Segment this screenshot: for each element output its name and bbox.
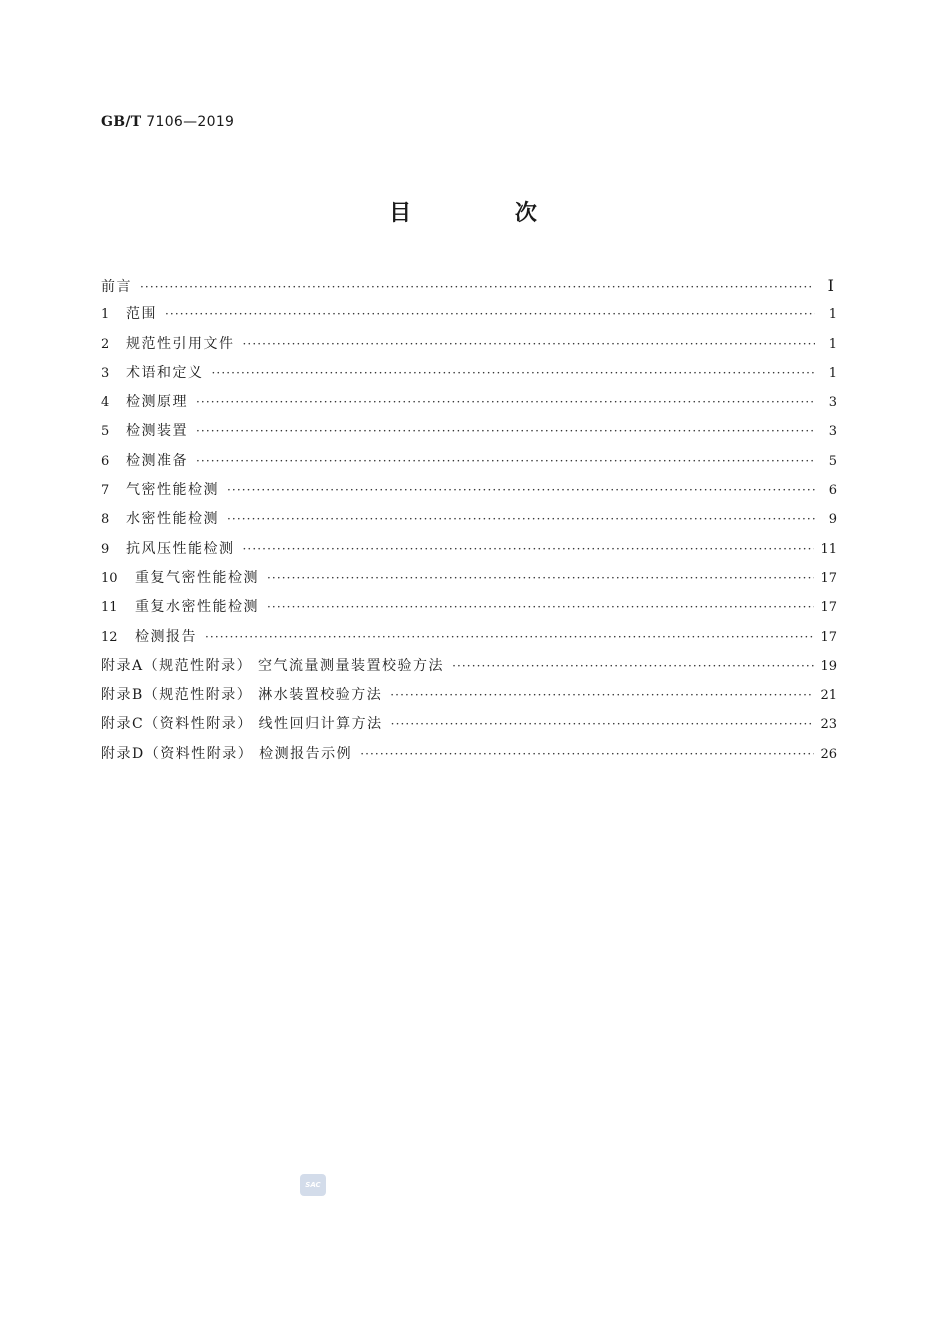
toc-entry-label: 附录A（规范性附录） 空气流量测量装置校验方法 — [101, 657, 445, 674]
dot-leader — [227, 476, 815, 505]
dot-leader — [267, 593, 814, 622]
toc-entry-page: 3 — [828, 395, 837, 411]
toc-entry-label: 规范性引用文件 — [126, 335, 235, 352]
dot-leader — [196, 388, 815, 417]
page-title: 目 次 — [389, 201, 585, 226]
table-of-contents — [101, 271, 837, 769]
toc-entry-number: 11 — [101, 600, 118, 616]
standard-code — [101, 114, 234, 130]
toc-entry-page: 1 — [828, 307, 837, 323]
sac-watermark-logo: SAC — [300, 1174, 326, 1196]
toc-entry-number: 10 — [101, 570, 118, 586]
toc-entry-12[interactable] — [101, 623, 837, 652]
toc-entry-number: 9 — [101, 541, 110, 557]
toc-entry-1[interactable] — [101, 300, 837, 329]
toc-entry-page: 3 — [828, 424, 837, 440]
toc-entry-label: 重复水密性能检测 — [135, 599, 259, 616]
toc-entry-number: 2 — [101, 336, 110, 352]
toc-entry-9[interactable] — [101, 535, 837, 564]
toc-entry-7[interactable] — [101, 476, 837, 505]
toc-entry-10[interactable] — [101, 564, 837, 593]
dot-leader — [391, 710, 815, 739]
toc-entry-page: I — [827, 276, 834, 295]
toc-entry-appendix-d[interactable] — [101, 740, 837, 769]
toc-entry-page: 21 — [820, 688, 837, 704]
toc-entry-label: 重复气密性能检测 — [135, 569, 259, 586]
toc-entry-label: 前言 — [101, 279, 132, 295]
toc-entry-number: 7 — [101, 483, 110, 499]
toc-entry-number: 1 — [101, 307, 110, 323]
dot-leader — [165, 300, 815, 329]
toc-entry-label: 术语和定义 — [126, 364, 204, 381]
toc-entry-label: 水密性能检测 — [126, 511, 219, 528]
dot-leader — [196, 417, 815, 446]
toc-entry-number: 4 — [101, 395, 110, 411]
dot-leader — [212, 359, 816, 388]
dot-leader — [452, 652, 814, 681]
toc-entry-appendix-b[interactable] — [101, 681, 837, 710]
toc-entry-appendix-a[interactable] — [101, 652, 837, 681]
toc-entry-page: 5 — [828, 453, 837, 469]
toc-entry-label: 检测报告 — [135, 628, 197, 645]
dot-leader — [243, 330, 816, 359]
toc-entry-label: 检测准备 — [126, 452, 188, 469]
toc-entry-label: 检测装置 — [126, 423, 188, 440]
toc-entry-label: 检测原理 — [126, 394, 188, 411]
toc-entry-number: 6 — [101, 453, 110, 469]
toc-entry-preface[interactable] — [101, 271, 837, 300]
toc-entry-page: 23 — [820, 717, 837, 733]
toc-entry-4[interactable] — [101, 388, 837, 417]
toc-entry-page: 19 — [820, 658, 837, 674]
toc-entry-label: 附录D（资料性附录） 检测报告示例 — [101, 745, 353, 762]
toc-entry-page: 1 — [828, 365, 837, 381]
standard-prefix: GB/T — [101, 114, 142, 130]
toc-entry-page: 17 — [820, 629, 837, 645]
dot-leader — [140, 273, 812, 302]
toc-entry-page: 17 — [820, 600, 837, 616]
dot-leader — [267, 564, 814, 593]
toc-entry-appendix-c[interactable] — [101, 710, 837, 739]
toc-entry-label: 范围 — [126, 306, 157, 323]
toc-entry-number: 5 — [101, 424, 110, 440]
dot-leader — [196, 447, 815, 476]
toc-entry-page: 11 — [820, 541, 837, 557]
toc-entry-label: 附录C（资料性附录） 线性回归计算方法 — [101, 716, 383, 733]
toc-entry-label: 抗风压性能检测 — [126, 540, 235, 557]
toc-entry-3[interactable] — [101, 359, 837, 388]
toc-entry-number: 3 — [101, 365, 110, 381]
toc-entry-5[interactable] — [101, 417, 837, 446]
dot-leader — [227, 505, 815, 534]
toc-entry-page: 26 — [820, 746, 837, 762]
toc-entry-number: 8 — [101, 512, 110, 528]
toc-entry-page: 6 — [828, 483, 837, 499]
dot-leader — [390, 681, 814, 710]
toc-entry-2[interactable] — [101, 330, 837, 359]
toc-entry-6[interactable] — [101, 447, 837, 476]
toc-entry-page: 9 — [828, 512, 837, 528]
dot-leader — [360, 740, 814, 769]
standard-number: 7106—2019 — [146, 114, 235, 130]
toc-entry-label: 气密性能检测 — [126, 482, 219, 499]
toc-entry-label: 附录B（规范性附录） 淋水装置校验方法 — [101, 687, 383, 704]
dot-leader — [205, 623, 814, 652]
toc-entry-11[interactable] — [101, 593, 837, 622]
toc-entry-number: 12 — [101, 629, 118, 645]
dot-leader — [243, 535, 815, 564]
toc-entry-page: 1 — [828, 336, 837, 352]
toc-entry-page: 17 — [820, 570, 837, 586]
toc-entry-8[interactable] — [101, 505, 837, 534]
